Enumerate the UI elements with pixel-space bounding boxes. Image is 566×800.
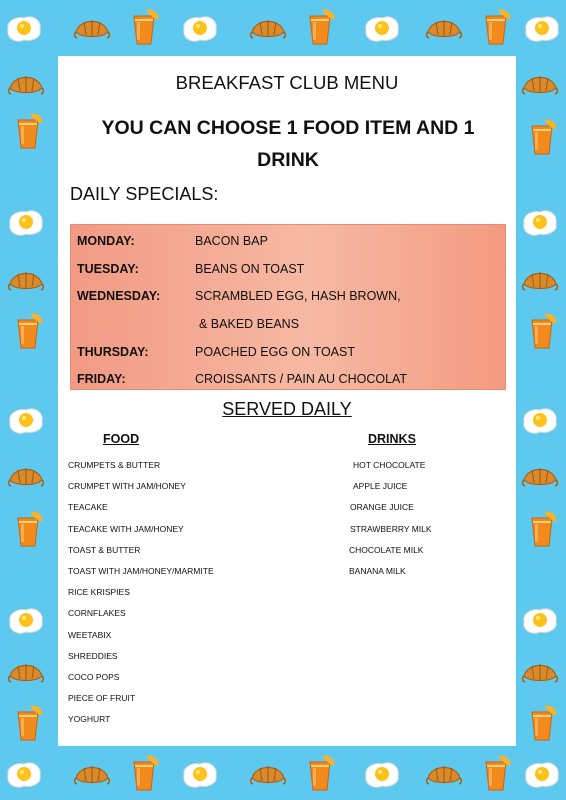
- served-daily-heading: SERVED DAILY: [222, 399, 352, 419]
- drink-item: [58, 524, 516, 545]
- food-item: TOAST & BUTTER: [68, 544, 141, 555]
- fried-egg-icon: [520, 600, 560, 640]
- fried-egg-icon: [4, 8, 44, 48]
- food-item: YOGHURT: [68, 714, 111, 725]
- menu-page: [58, 56, 516, 746]
- orange-juice-icon: [124, 754, 164, 794]
- drink-item: [58, 566, 516, 587]
- special-day: THURSDAY:: [77, 345, 149, 359]
- drink-item: [58, 460, 516, 481]
- special-row: [71, 317, 507, 341]
- drinks-list: [58, 460, 516, 587]
- orange-juice-icon: [522, 704, 562, 744]
- orange-juice-icon: [522, 312, 562, 352]
- orange-juice-icon: [522, 510, 562, 550]
- fried-egg-icon: [522, 754, 562, 794]
- croissant-icon: [72, 754, 112, 794]
- special-item: CROISSANTS / PAIN AU CHOCOLAT: [195, 372, 408, 386]
- croissant-icon: [520, 456, 560, 496]
- daily-specials-heading: DAILY SPECIALS:: [70, 184, 219, 204]
- drink-item-label: CHOCOLATE MILK: [349, 544, 424, 555]
- food-item: CRUMPET WITH JAM/HONEY: [68, 481, 186, 492]
- menu-subtitle: YOU CAN CHOOSE 1 FOOD ITEM AND 1 DRINK: [101, 117, 475, 171]
- special-day: TUESDAY:: [77, 262, 139, 276]
- food-item: PIECE OF FRUIT: [68, 693, 136, 704]
- croissant-icon: [6, 260, 46, 300]
- food-item: TEACAKE WITH JAM/HONEY: [68, 523, 184, 534]
- orange-juice-icon: [300, 754, 340, 794]
- special-item: & BAKED BEANS: [199, 317, 300, 331]
- drink-item-label: HOT CHOCOLATE: [353, 460, 426, 470]
- croissant-icon: [248, 8, 288, 48]
- orange-juice-icon: [8, 112, 48, 152]
- special-day: MONDAY:: [77, 234, 135, 248]
- orange-juice-icon: [300, 8, 340, 48]
- food-item: CORNFLAKES: [68, 608, 126, 619]
- croissant-icon: [6, 64, 46, 104]
- food-item: COCO POPS: [68, 671, 120, 682]
- croissant-icon: [424, 754, 464, 794]
- orange-juice-icon: [476, 8, 516, 48]
- drink-item: [58, 502, 516, 523]
- croissant-icon: [520, 260, 560, 300]
- fried-egg-icon: [522, 8, 562, 48]
- croissant-icon: [72, 8, 112, 48]
- food-item: TEACAKE: [68, 502, 108, 513]
- special-day: FRIDAY:: [77, 372, 126, 386]
- croissant-icon: [248, 754, 288, 794]
- special-row: [71, 262, 507, 286]
- orange-juice-icon: [8, 510, 48, 550]
- croissant-icon: [520, 652, 560, 692]
- fried-egg-icon: [180, 8, 220, 48]
- fried-egg-icon: [6, 202, 46, 242]
- special-item: POACHED EGG ON TOAST: [195, 345, 355, 359]
- food-item: TOAST WITH JAM/HONEY/MARMITE: [68, 565, 214, 576]
- fried-egg-icon: [520, 400, 560, 440]
- drinks-heading: DRINKS: [368, 432, 416, 446]
- orange-juice-icon: [8, 704, 48, 744]
- menu-title: BREAKFAST CLUB MENU: [175, 72, 399, 93]
- food-item: CRUMPETS & BUTTER: [68, 460, 161, 470]
- food-item: SHREDDIES: [68, 650, 118, 661]
- special-row: [71, 345, 507, 369]
- croissant-icon: [6, 456, 46, 496]
- fried-egg-icon: [6, 600, 46, 640]
- croissant-icon: [520, 64, 560, 104]
- daily-specials-box: [70, 224, 506, 390]
- fried-egg-icon: [362, 8, 402, 48]
- drink-item: [58, 481, 516, 502]
- fried-egg-icon: [6, 400, 46, 440]
- special-item: SCRAMBLED EGG, HASH BROWN,: [195, 289, 401, 303]
- croissant-icon: [6, 652, 46, 692]
- food-item: WEETABIX: [68, 629, 112, 640]
- orange-juice-icon: [522, 118, 562, 158]
- fried-egg-icon: [4, 754, 44, 794]
- fried-egg-icon: [180, 754, 220, 794]
- special-row: [71, 372, 507, 396]
- orange-juice-icon: [124, 8, 164, 48]
- fried-egg-icon: [362, 754, 402, 794]
- drink-item-label: ORANGE JUICE: [350, 502, 414, 513]
- drink-item: [58, 545, 516, 566]
- food-item: RICE KRISPIES: [68, 587, 130, 598]
- orange-juice-icon: [8, 312, 48, 352]
- drink-item-label: STRAWBERRY MILK: [350, 523, 432, 534]
- croissant-icon: [424, 8, 464, 48]
- special-day: WEDNESDAY:: [77, 289, 161, 303]
- special-row: [71, 234, 507, 258]
- food-heading: FOOD: [103, 432, 140, 446]
- drink-item-label: BANANA MILK: [349, 565, 406, 576]
- special-item: BACON BAP: [195, 234, 268, 248]
- special-row: [71, 289, 507, 313]
- drink-item-label: APPLE JUICE: [353, 481, 408, 492]
- fried-egg-icon: [520, 202, 560, 242]
- special-item: BEANS ON TOAST: [195, 262, 305, 276]
- orange-juice-icon: [476, 754, 516, 794]
